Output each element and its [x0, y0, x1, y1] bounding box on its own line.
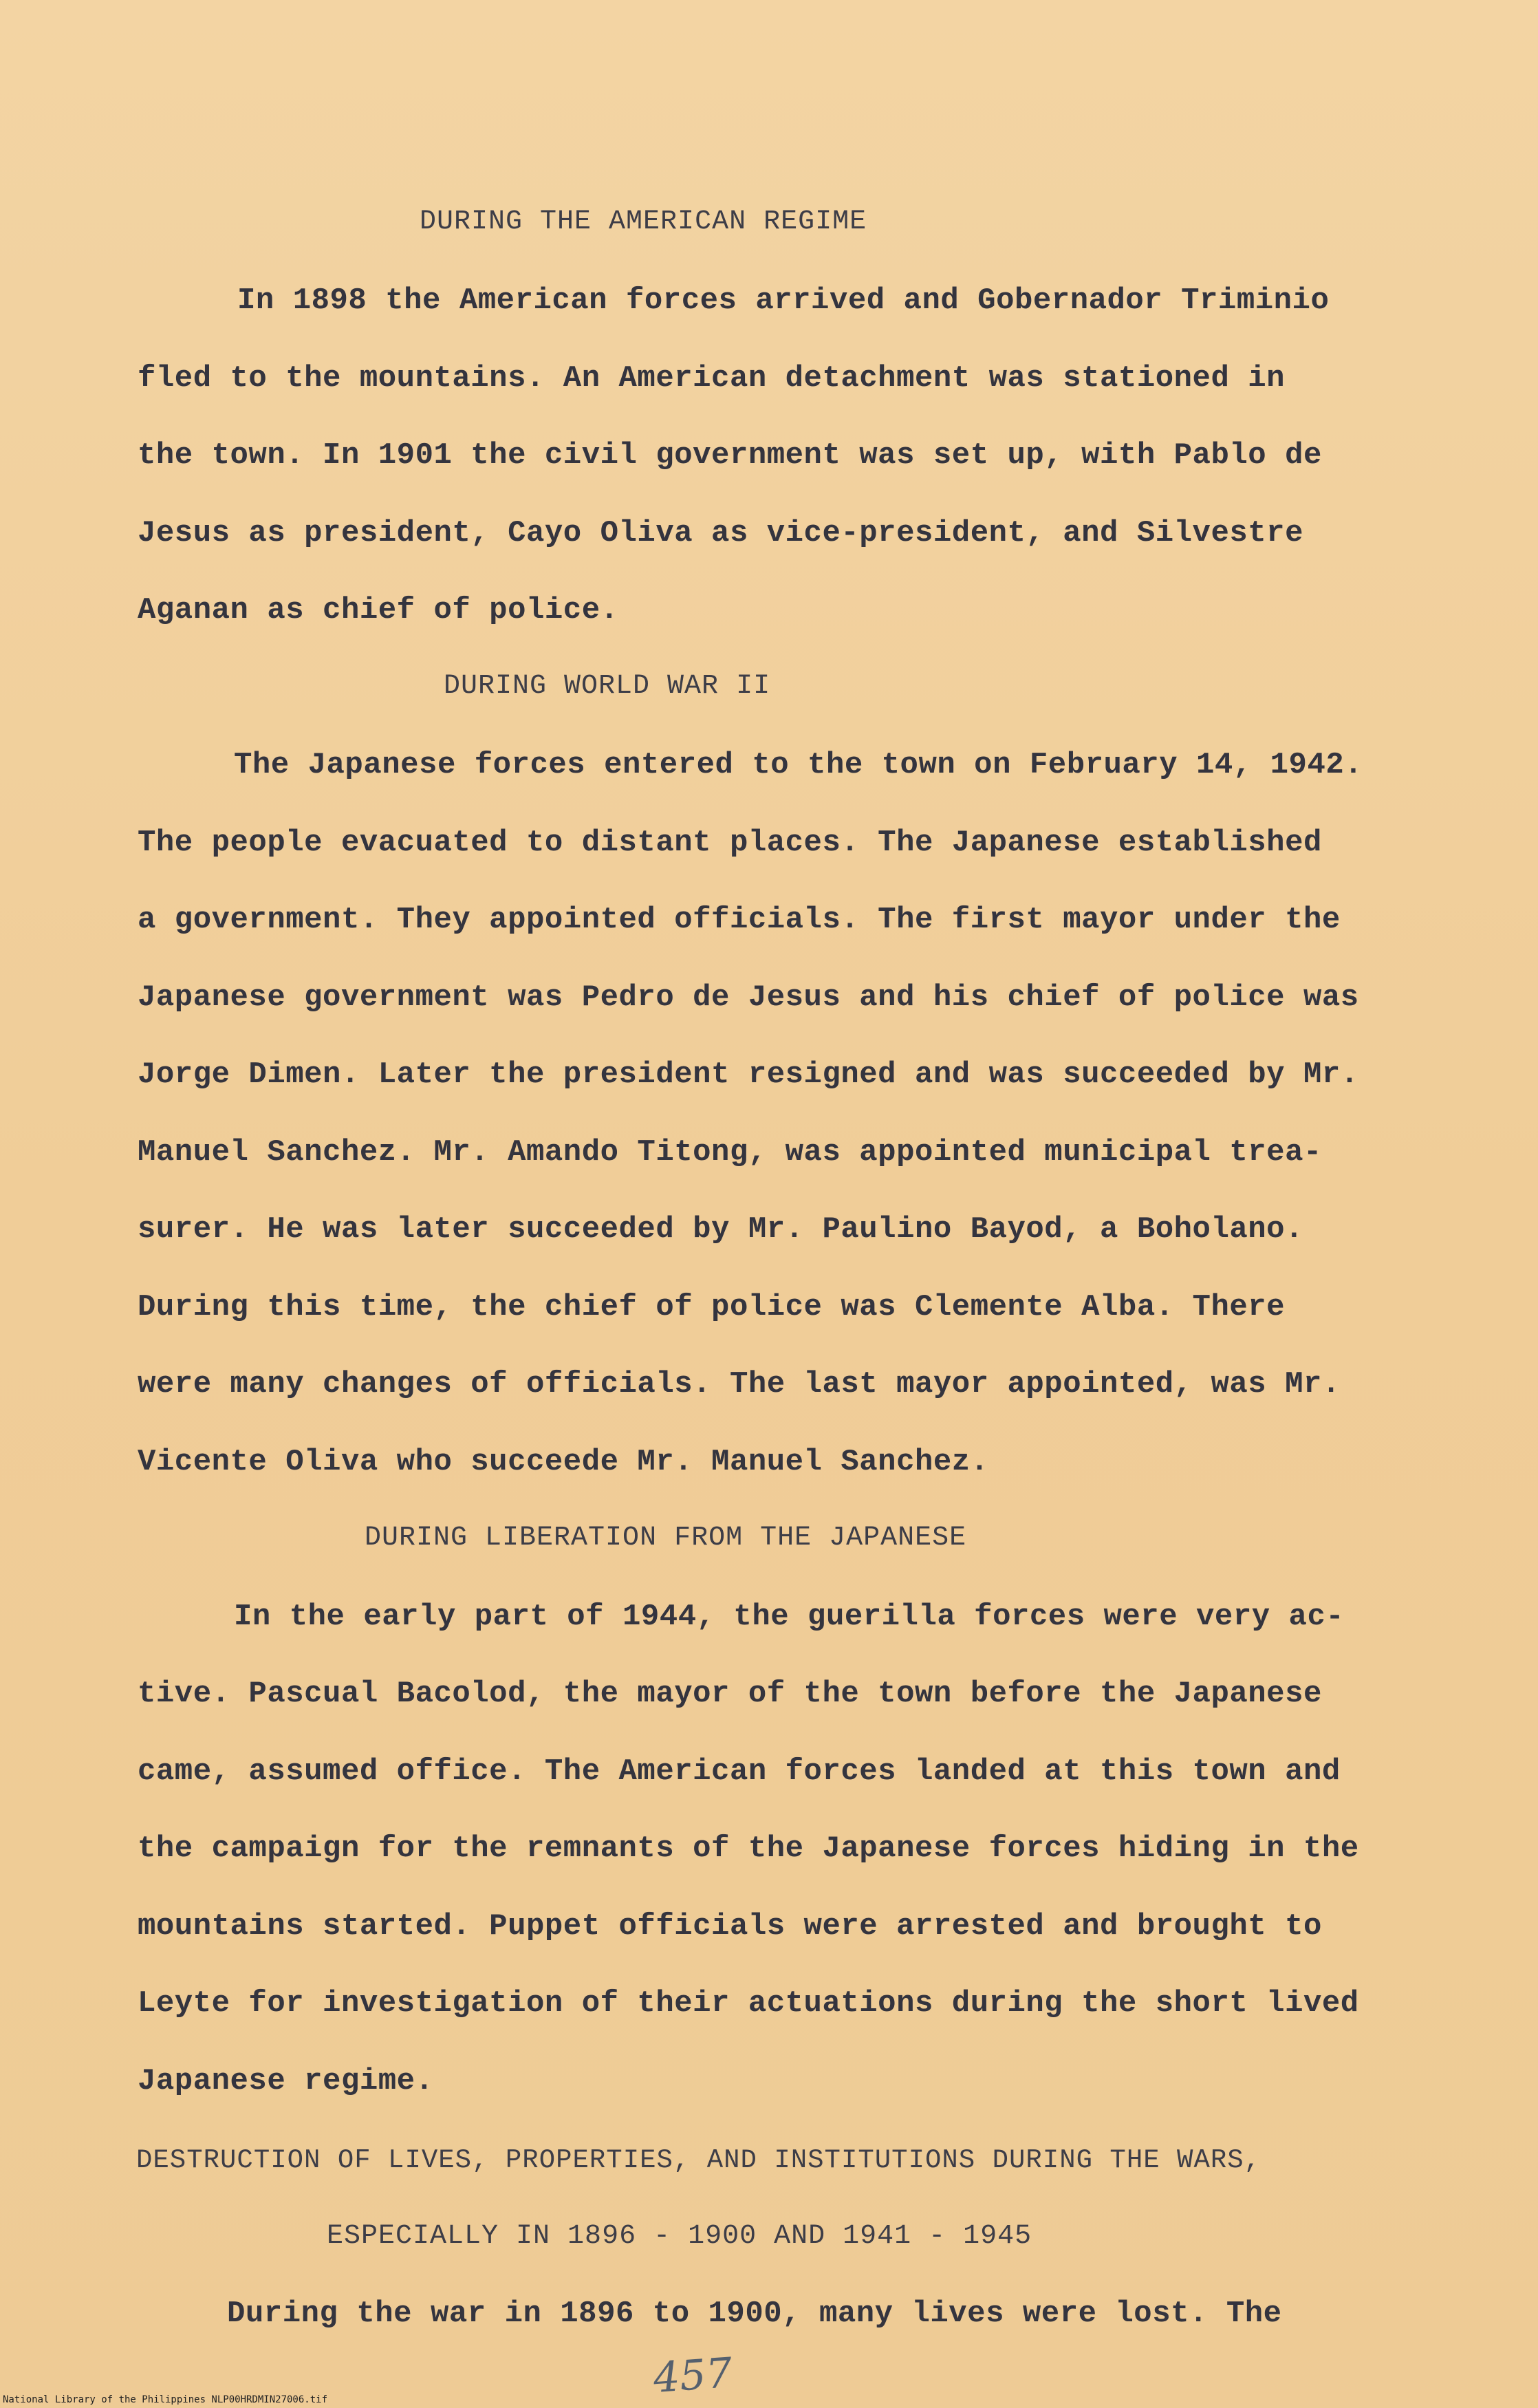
section-heading: DURING THE AMERICAN REGIME: [420, 206, 867, 237]
text-line: a government. They appointed officials. The first mayor under the: [138, 903, 1341, 937]
text-line: Jesus as president, Cayo Oliva as vice-president, and Silvestre: [138, 516, 1303, 550]
text-line: During this time, the chief of police was Clemente Alba. There: [138, 1290, 1286, 1324]
text-line: In the early part of 1944, the guerilla forces were very ac-: [234, 1600, 1345, 1634]
archive-footer: National Library of the Philippines NLP00HRDMIN27006.tif: [3, 2394, 328, 2405]
text-line: Jorge Dimen. Later the president resigned and was succeeded by Mr.: [138, 1057, 1359, 1092]
section-heading: DURING WORLD WAR II: [444, 671, 771, 702]
section-heading: DURING LIBERATION FROM THE JAPANESE: [365, 1523, 967, 1554]
text-line: Manuel Sanchez. Mr. Amando Titong, was appointed municipal trea-: [138, 1135, 1322, 1170]
text-line: fled to the mountains. An American detachment was stationed in: [138, 361, 1286, 396]
text-line: surer. He was later succeeded by Mr. Paulino Bayod, a Boholano.: [138, 1212, 1303, 1247]
text-line: Aganan as chief of police.: [138, 593, 619, 627]
text-line: Leyte for investigation of their actuations during the short lived: [138, 1986, 1359, 2021]
text-line: the campaign for the remnants of the Japanese forces hiding in the: [138, 1831, 1359, 1866]
text-line: Japanese government was Pedro de Jesus and his chief of police was: [138, 980, 1359, 1015]
text-line: Japanese regime.: [138, 2064, 434, 2098]
section-subheading: ESPECIALLY IN 1896 - 1900 AND 1941 - 1945: [327, 2221, 1032, 2252]
text-line: were many changes of officials. The last mayor appointed, was Mr.: [138, 1367, 1341, 1401]
text-line: mountains started. Puppet officials were arrested and brought to: [138, 1909, 1322, 1944]
text-line: the town. In 1901 the civil government was set up, with Pablo de: [138, 438, 1322, 473]
text-line: Vicente Oliva who succeede Mr. Manuel Sanchez.: [138, 1445, 989, 1479]
text-line: During the war in 1896 to 1900, many lives were lost. The: [227, 2297, 1282, 2331]
text-line: came, assumed office. The American forces landed at this town and: [138, 1754, 1341, 1789]
text-line: In 1898 the American forces arrived and Gobernador Triminio: [237, 283, 1330, 318]
text-line: The people evacuated to distant places. The Japanese established: [138, 826, 1322, 860]
section-heading: DESTRUCTION OF LIVES, PROPERTIES, AND INSTITUTIONS DURING THE WARS,: [136, 2145, 1261, 2175]
text-line: tive. Pascual Bacolod, the mayor of the town before the Japanese: [138, 1677, 1322, 1711]
page-number: 457: [651, 2349, 734, 2402]
text-line: The Japanese forces entered to the town on February 14, 1942.: [234, 748, 1363, 782]
